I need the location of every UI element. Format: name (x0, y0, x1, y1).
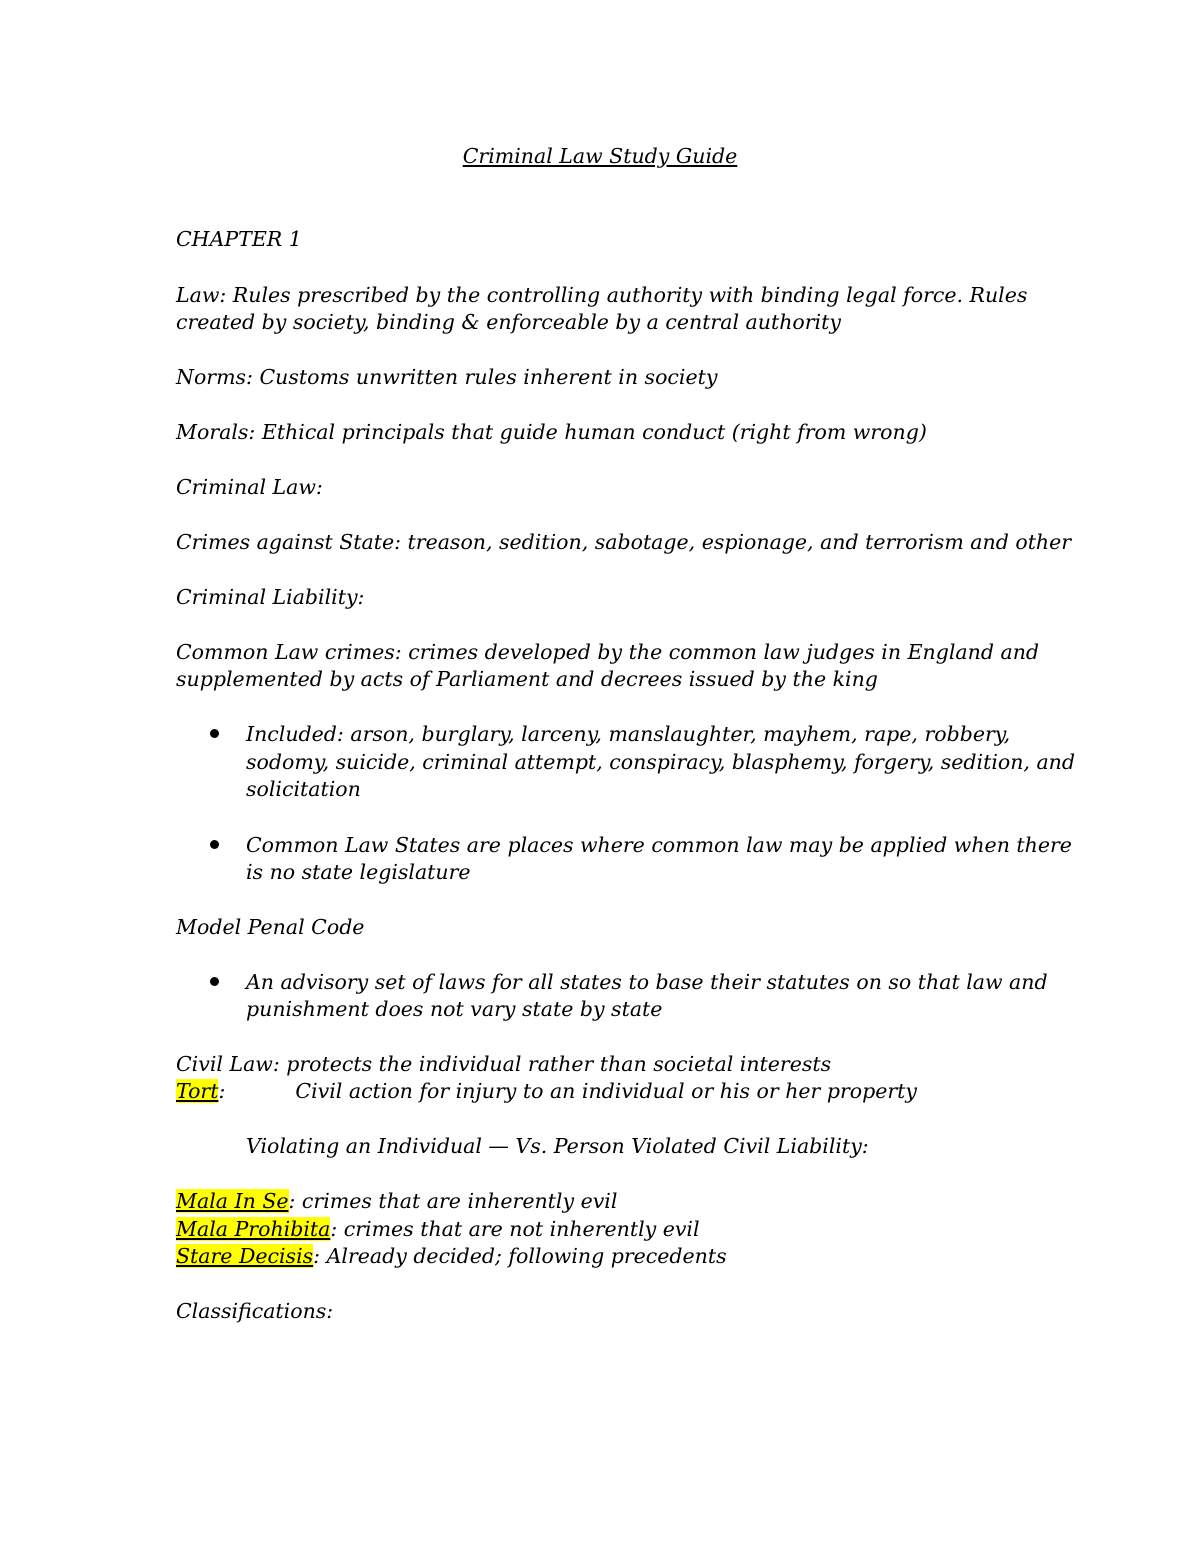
mala-prohibita-text: : crimes that are not inherently evil (330, 1217, 700, 1241)
bullet-common-law-states-line-2: is no state legislature (246, 860, 471, 884)
criminal-liability-heading: Criminal Liability: (176, 585, 365, 609)
norms-definition: Norms: Customs unwritten rules inherent in society (176, 365, 718, 389)
stare-decisis-term: Stare Decisis (176, 1244, 314, 1268)
morals-definition: Morals: Ethical principals that guide human conduct (right from wrong) (176, 420, 927, 444)
bullet-included-line-1: Included: arson, burglary, larceny, manslaughter, mayhem, rape, robbery, (246, 722, 1011, 746)
tort-text: Civil action for injury to an individual or his or her property (295, 1079, 917, 1103)
mala-in-se-term: Mala In Se (176, 1189, 289, 1213)
crimes-against-state: Crimes against State: treason, sedition, sabotage, espionage, and terrorism and other (176, 530, 1072, 554)
tort-term: Tort (176, 1079, 219, 1103)
mala-prohibita-definition (176, 1215, 700, 1243)
law-definition-line-2: created by society, binding & enforceable by a central authority (176, 310, 841, 334)
civil-law-definition: Civil Law: protects the individual rather than societal interests (176, 1052, 832, 1076)
bullet-common-law-states-line-1: Common Law States are places where common law may be applied when there (246, 833, 1072, 857)
tort-definition (176, 1077, 917, 1105)
chapter-heading: CHAPTER 1 (176, 227, 302, 251)
bullet-mpc-line-1: An advisory set of laws for all states to base their statutes on so that law and (246, 970, 1048, 994)
mala-in-se-text: : crimes that are inherently evil (288, 1189, 618, 1213)
violating-individual-line: Violating an Individual — Vs. Person Violated Civil Liability: (246, 1134, 869, 1158)
stare-decisis-definition (176, 1242, 727, 1270)
mala-prohibita-term: Mala Prohibita (176, 1217, 331, 1241)
tort-colon: : (218, 1079, 226, 1103)
mala-in-se-definition (176, 1187, 617, 1215)
classifications-heading: Classifications: (176, 1299, 334, 1323)
document-title: Criminal Law Study Guide (462, 144, 738, 168)
common-law-crimes-line-1: Common Law crimes: crimes developed by the common law judges in England and (176, 640, 1040, 664)
common-law-crimes-line-2: supplemented by acts of Parliament and decrees issued by the king (176, 667, 878, 691)
bullet-included-line-3: solicitation (246, 777, 361, 801)
bullet-included-line-2: sodomy, suicide, criminal attempt, conspiracy, blasphemy, forgery, sedition, and (246, 750, 1076, 774)
law-definition-line-1: Law: Rules prescribed by the controlling authority with binding legal force. Rules (176, 283, 1028, 307)
criminal-law-heading: Criminal Law: (176, 475, 323, 499)
model-penal-code-heading: Model Penal Code (176, 915, 365, 939)
bullet-icon (210, 729, 219, 738)
bullet-mpc-line-2: punishment does not vary state by state (246, 997, 663, 1021)
bullet-icon (210, 840, 219, 849)
stare-decisis-text: : Already decided; following precedents (313, 1244, 727, 1268)
bullet-icon (210, 977, 219, 986)
